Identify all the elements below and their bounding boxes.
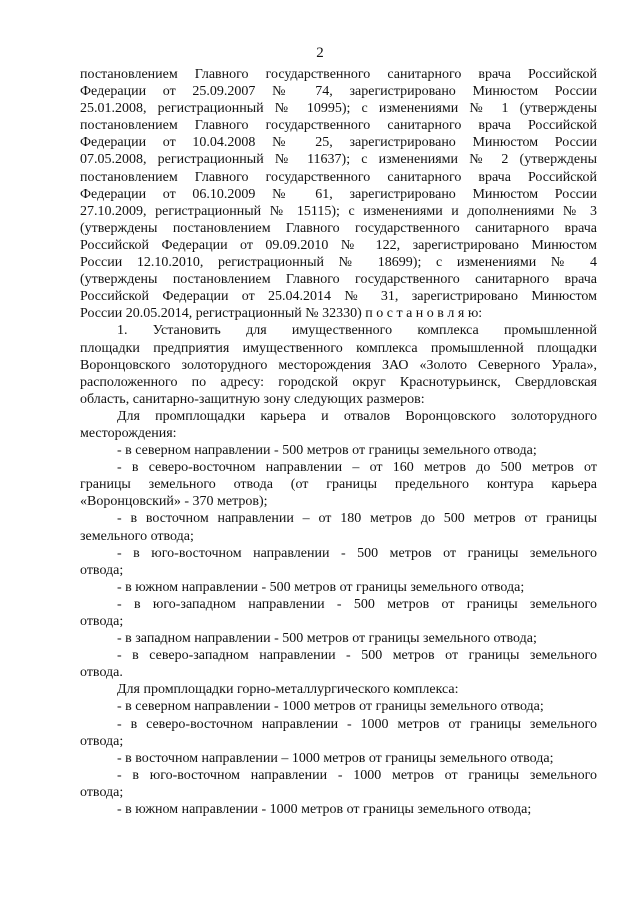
text-line: область, санитарно-защитную зону следующих размеров: xyxy=(80,391,425,407)
text-line: отвода; xyxy=(80,614,124,629)
text-line: земельного отвода; xyxy=(80,528,194,544)
text-line: площадки предприятия имущественного комплекса промышленной площадки xyxy=(80,340,597,356)
text-line: - в юго-восточном направлении - 500 метров от границы земельного xyxy=(117,545,597,561)
text-line: отвода; xyxy=(80,733,124,749)
text-line: - в восточном направлении – от 180 метров до 500 метров от границы xyxy=(117,511,597,527)
text-line: - в северо-восточном направлении - 1000 метров от границы земельного xyxy=(117,716,597,732)
text-line: - в северо-восточном направлении – от 160 метров до 500 метров от xyxy=(117,460,597,476)
text-line: Федерации от 10.04.2008 № 25, зарегистрировано Минюстом России xyxy=(80,135,597,151)
text-line: границы земельного отвода (от границы предельного контура карьера xyxy=(80,477,597,493)
text-line: - в северо-западном направлении - 500 метров от границы земельного xyxy=(117,648,597,664)
text-line: Для промплощадки карьера и отвалов Воронцовского золоторудного xyxy=(117,408,597,424)
text-line: Федерации от 06.10.2009 № 61, зарегистрировано Минюстом России xyxy=(80,186,597,202)
document-body xyxy=(80,66,597,818)
text-line: Российской Федерации от 25.04.2014 № 31, зарегистрировано Минюстом xyxy=(80,289,597,305)
text-line: - в юго-восточном направлении - 1000 метров от границы земельного xyxy=(117,767,597,783)
text-line: - в южном направлении - 1000 метров от границы земельного отвода; xyxy=(117,802,532,818)
text-line: России 20.05.2014, регистрационный № 32330) п о с т а н о в л я ю: xyxy=(80,306,483,322)
text-line: Российской Федерации от 09.09.2010 № 122, зарегистрировано Минюстом xyxy=(80,237,597,253)
text-line: «Воронцовский» - 370 метров); xyxy=(80,494,268,510)
text-line: - в юго-западном направлении - 500 метров от границы земельного xyxy=(117,596,597,612)
text-line: России 12.10.2010, регистрационный № 18699); с изменениями № 4 xyxy=(80,255,597,271)
text-line: отвода; xyxy=(80,784,124,800)
text-line: Федерации от 25.09.2007 № 74, зарегистрировано Минюстом России xyxy=(80,84,597,100)
text-line: - в восточном направлении – 1000 метров от границы земельного отвода; xyxy=(117,750,554,766)
text-line: Воронцовского золоторудного месторождения ЗАО «Золото Северного Урала», xyxy=(80,357,597,373)
page-number: 2 xyxy=(316,45,324,61)
text-line: (утверждены постановлением Главного государственного санитарного врача xyxy=(80,272,597,288)
text-line: 1. Установить для имущественного комплекса промышленной xyxy=(117,323,597,339)
text-line: отвода. xyxy=(80,665,123,681)
text-line: постановлением Главного государственного санитарного врача Российской xyxy=(80,118,597,134)
text-line: - в северном направлении - 1000 метров от границы земельного отвода; xyxy=(117,699,544,715)
text-line: 07.05.2008, регистрационный № 11637); с изменениями № 2 (утверждены xyxy=(80,152,597,168)
text-line: - в южном направлении - 500 метров от границы земельного отвода; xyxy=(117,579,525,595)
text-line: постановлением Главного государственного санитарного врача Российской xyxy=(80,169,597,185)
text-line: 27.10.2009, регистрационный № 15115); с изменениями и дополнениями № 3 xyxy=(80,203,597,219)
text-line: (утверждены постановлением Главного государственного санитарного врача xyxy=(80,220,597,236)
text-line: Для промплощадки горно-металлургического комплекса: xyxy=(117,682,459,698)
text-line: отвода; xyxy=(80,562,124,578)
text-line: 25.01.2008, регистрационный № 10995); с изменениями № 1 (утверждены xyxy=(80,101,597,117)
text-line: постановлением Главного государственного санитарного врача Российской xyxy=(80,67,597,82)
text-line: месторождения: xyxy=(80,425,177,441)
text-line: расположенного по адресу: городской округ Краснотурьинск, Свердловская xyxy=(80,374,597,390)
text-line: - в северном направлении - 500 метров от границы земельного отвода; xyxy=(117,443,537,459)
text-line: - в западном направлении - 500 метров от границы земельного отвода; xyxy=(117,631,537,647)
